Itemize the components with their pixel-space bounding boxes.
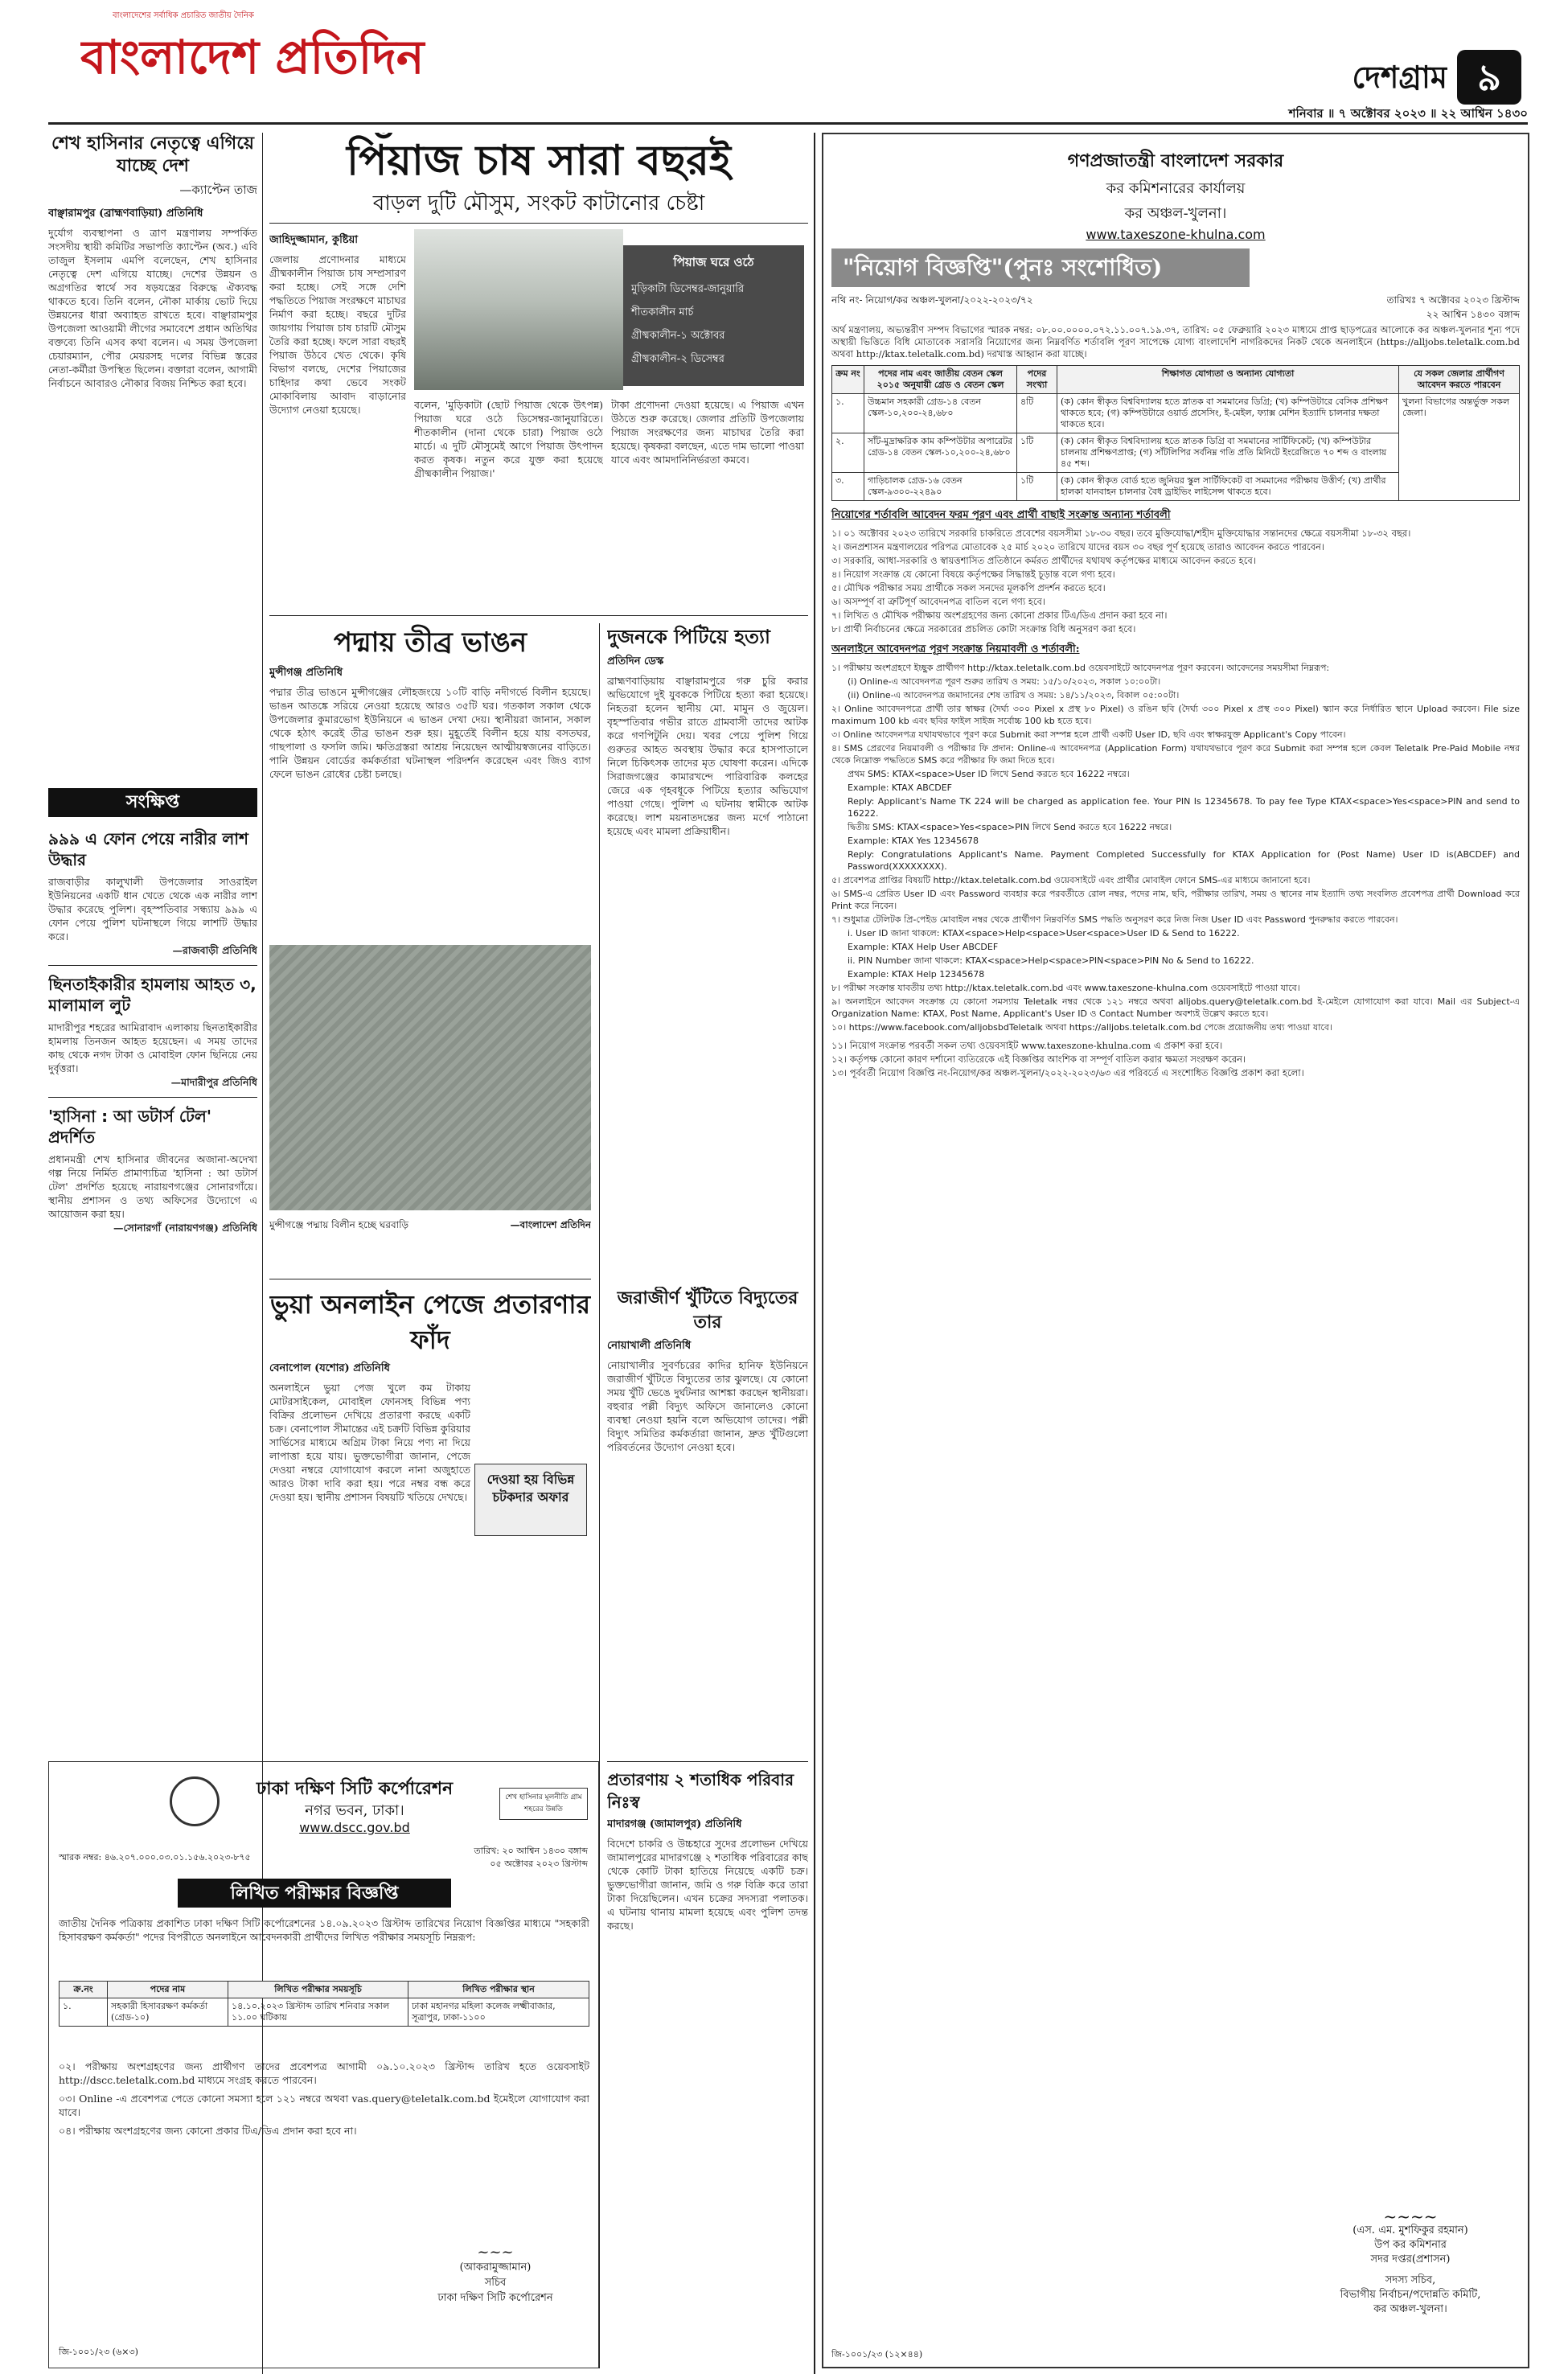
brief-item — [48, 974, 257, 1089]
table-row — [832, 394, 1520, 433]
story-wire — [607, 1287, 808, 1757]
condition-item: ৫। মৌখিক পরীক্ষার সময় প্রার্থীকে সকল সনদের মূলকপি প্রদর্শন করতে হবে। — [831, 582, 1106, 594]
logo-tagline: বাংলাদেশের সর্বাধিক প্রচারিত জাতীয় দৈনিক — [113, 11, 254, 20]
notice-intro: অর্থ মন্ত্রণালয়, অভ্যন্তরীণ সম্পদ বিভাগের স্মারক নম্বর: ০৮.০০.০০০০.০৭২.১১.০০৭.১৯.৩৭, তারিখ: ০৫ ফেব্রুয়ারি ২০২৩ মাধ্যমে প্রাপ্ত ছাড়পত্রের আলোকে কর অঞ্চল-খুলনার শূন্য পদে অস্থায়ী ভিত্তিতে বিধি মোতাবেক সরাসরি নিয়োগের জন্য নিম্নবর্ণিত শর্তাবলি পূরণ সাপেক্ষে যোগ্য বাংলাদেশি নাগরিকদের নিকট থেকে অনলাইনে (https://alljobs.teletalk.com.bd অথবা http://ktax.teletalk.com.bd) দরখাস্ত আহ্বান করা যাচ্ছে। — [831, 324, 1520, 359]
callout-box — [474, 1464, 587, 1536]
brief-body: মাদারীপুর শহরের আমিরাবাদ এলাকায় ছিনতাইকারীর হামলায় তিনজন আহত হয়েছেন। এ সময় তাদের কাছ থেকে নগদ টাকা ও মোবাইল ফোন ছিনিয়ে নেয় দুর্বৃত্তরা। — [48, 1021, 257, 1074]
memo-number: নথি নং- নিয়োগ/কর অঞ্চল-খুলনা/২০২২-২০২৩/৭২ — [831, 294, 1033, 306]
table-row — [60, 1998, 589, 2027]
byline: মাদারগঞ্জ (জামালপুর) প্রতিনিধি — [607, 1818, 742, 1830]
note-item: ১৩। পূর্ববর্তী নিয়োগ বিজ্ঞপ্তি নং-নিয়োগ/কর অঞ্চল-খুলনা/২০২২-২০২৩/৬৩ এর পরিবর্তে এ সংশোধিত বিজ্ঞপ্তি প্রকাশ করা হলো। — [831, 1067, 1304, 1078]
section-name: দেশগ্রাম — [1352, 60, 1447, 95]
signature-block — [403, 2245, 588, 2306]
signer-office: সদর দপ্তর(প্রশাসন) — [1370, 2253, 1451, 2265]
note-item: ১১। নিয়োগ সংক্রান্ত পরবর্তী সকল তথ্য ওয়েবসাইট www.taxeszone-khulna.com এ প্রকাশ করা হবে। — [831, 1040, 1223, 1051]
brief-credit: —মাদারীপুর প্রতিনিধি — [170, 1076, 257, 1088]
brief-headline: ৯৯৯ এ ফোন পেয়ে নারীর লাশ উদ্ধার — [48, 829, 248, 869]
quote-credit: —ক্যাপ্টেন তাজ — [179, 183, 257, 197]
byline: প্রতিদিন ডেস্ক — [607, 655, 664, 667]
table-header: লিখিত পরীক্ষার স্থান — [408, 1982, 589, 1998]
notice-title: লিখিত পরীক্ষার বিজ্ঞপ্তি — [230, 1883, 399, 1904]
byline: জাহিদুজ্জামান, কুষ্টিয়া — [269, 234, 359, 246]
headline: প্রতারণায় ২ শতাধিক পরিবার নিঃস্ব — [607, 1770, 794, 1812]
brief-item — [48, 828, 257, 957]
table-cell: গাড়িচালক গ্রেড-১৬ বেতন স্কেল-৯৩০০-২২৪৯০ — [864, 473, 1017, 501]
condition-item: ১। ০১ অক্টোবর ২০২৩ তারিখে সরকারি চাকরিতে প্রবেশের বয়সসীমা ১৮-৩০ বছর। তবে মুক্তিযোদ্ধা/শহীদ মুক্তিযোদ্ধার সন্তানদের ক্ষেত্রে বয়সসীমা ১৮-৩২ বছর। — [831, 528, 1411, 539]
table-header: যে সকল জেলার প্রার্থীগণ আবেদন করতে পারবেন — [1399, 366, 1520, 394]
table-cell: খুলনা বিভাগের অন্তর্ভুক্ত সকল জেলা। — [1399, 394, 1520, 501]
online-item: Example: KTAX Yes 12345678 — [848, 836, 979, 846]
brief-headline: 'হাসিনা : আ ডটার্স টেল' প্রদর্শিত — [48, 1107, 211, 1147]
ad-code: জি-১০০১/২৩ (৬×৩) — [59, 2347, 138, 2357]
org-address: নগর ভবন, ঢাকা। — [305, 1802, 404, 1819]
online-item: ii. PIN Number জানা থাকলে: KTAX<space>Help<space>PIN<space>PIN No & Send to 16222. — [848, 955, 1254, 966]
date-bn: ২২ আশ্বিন ১৪৩০ বঙ্গাব্দ — [1426, 309, 1520, 320]
brief-item — [48, 1106, 257, 1234]
signer-name: (এস. এম. মুশফিকুর রহমান) — [1353, 2224, 1468, 2236]
headline: জরাজীর্ণ খুঁটিতে বিদ্যুতের তার — [617, 1288, 798, 1333]
office-name: কর কমিশনারের কার্যালয় — [1106, 180, 1246, 197]
onion-field-photo — [414, 229, 623, 390]
online-item: (ii) Online-এ আবেদনপত্র জমাদানের শেষ তারিখ ও সময়: ১৪/১১/২০২৩, বিকাল ০৫:০০টা। — [848, 690, 1180, 700]
headline: পদ্মায় তীব্র ভাঙন — [333, 626, 527, 659]
table-header: শিক্ষাগত যোগ্যতা ও অন্যান্য যোগ্যতা — [1057, 366, 1399, 394]
story-divider — [269, 615, 808, 616]
brief-headline: ছিনতাইকারীর হামলায় আহত ৩, মালামাল লুট — [48, 975, 257, 1015]
article-body: টাকা প্রণোদনা দেওয়া হয়েছে। এ পিয়াজ এখন উঠতে শুরু করেছে। জেলার প্রতিটি উপজেলায় পিয়াজ সংরক্ষণের জন্য মাচাঘর তৈরি করা হয়েছে। কৃষকরা বলছেন, এতে দাম ভালো পাওয়া যাবে এবং আমদানিনির্ভরতা কমবে। — [611, 399, 804, 466]
info-line: শীতকালীন মার্চ — [631, 306, 694, 318]
online-item: ৮। পরীক্ষা সংক্রান্ত যাবতীয় তথ্য http://ktax.teletalk.com.bd এবং www.taxeszone-khulna.com ওয়েবসাইটে পাওয়া যাবে। — [831, 983, 1300, 993]
table-header: পদের সংখ্যা — [1017, 366, 1057, 394]
section-title: অনলাইনে আবেদনপত্র পূরণ সংক্রান্ত নিয়মাবলী ও শর্তাবলী: — [831, 643, 1080, 655]
memo-number: স্মারক নম্বর: ৪৬.২০৭.০০০.০৩.০১.১৫৬.২০২৩-৮৭৫ — [59, 1852, 251, 1863]
article-body: দুর্যোগ ব্যবস্থাপনা ও ত্রাণ মন্ত্রণালয় সম্পর্কিত সংসদীয় স্থায়ী কমিটির সভাপতি ক্যাপ্টেন (অব.) এবি তাজুল ইসলাম এমপি বলেছেন, শেখ হাসিনার নেতৃত্বে দেশ এগিয়ে যাচ্ছে। দেশের উন্নয়ন ও অগ্রগতির স্বার্থে সব ষড়যন্ত্রের বিরুদ্ধে ঐক্যবদ্ধ থাকতে হবে। তিনি বলেন, নৌকা মার্কায় ভোট দিয়ে উন্নয়নের ধারা অব্যাহত রাখতে হবে। বাঞ্ছারামপুর উপজেলা আওয়ামী লীগের সমাবেশে প্রধান অতিথির বক্তব্যে তিনি এসব কথা বলেন। এ সময় উপজেলা চেয়ারম্যান, পৌর মেয়রসহ দলের বিভিন্ন স্তরের নেতা-কর্মীরা উপস্থিত ছিলেন। বক্তারা বলেন, আগামী নির্বাচনে আবারও নৌকার বিজয় নিশ্চিত করা হবে। — [48, 227, 257, 389]
online-item: Example: KTAX Help 12345678 — [848, 969, 985, 980]
signature-mark: ~~~~ — [1383, 2209, 1438, 2226]
zone-name: কর অঞ্চল-খুলনা। — [1124, 205, 1227, 222]
notice-intro: জাতীয় দৈনিক পত্রিকায় প্রকাশিত ঢাকা দক্ষিণ সিটি কর্পোরেশনের ১৪.০৯.২০২৩ খ্রিস্টাব্দ তারিখের নিয়োগ বিজ্ঞপ্তির মাধ্যমে "সহকারী হিসাবরক্ষণ কর্মকর্তা" পদের বিপরীতে অনলাইনে আবেদনকারী প্রার্থীদের লিখিত পরীক্ষার সময়সূচি নিম্নরূপ: — [59, 1917, 589, 1943]
exam-schedule-table — [59, 1981, 589, 2027]
brief-divider — [48, 1097, 257, 1098]
note-item: ১২। কর্তৃপক্ষ কোনো কারণ দর্শানো ব্যতিরেকে এই বিজ্ঞপ্তির আংশিক বা সম্পূর্ণ বাতিল করার ক্ষমতা সংরক্ষণ করেন। — [831, 1054, 1246, 1065]
table-cell: (ক) কোন স্বীকৃত বোর্ড হতে জুনিয়র স্কুল সার্টিফিকেট বা সমমানের পরীক্ষায় উত্তীর্ণ; (খ) প্রার্থীর হালকা যানবাহন চালনার বৈধ ড্রাইভিং লাইসেন্স থাকতে হবে। — [1057, 473, 1399, 501]
online-item: Example: KTAX ABCDEF — [848, 782, 953, 793]
byline: বাঞ্ছারামপুর (ব্রাহ্মণবাড়িয়া) প্রতিনিধি — [48, 207, 203, 220]
table-cell: ৩. — [832, 473, 864, 501]
column-divider — [814, 133, 815, 2374]
signature-mark: ~~~ — [477, 2245, 514, 2261]
onion-col-1 — [269, 229, 406, 607]
story-divider — [607, 1761, 808, 1762]
onion-col-3 — [611, 398, 804, 607]
story-fraud — [269, 1287, 591, 1757]
signer-title: সচিব — [484, 2277, 507, 2289]
story-family — [607, 1761, 808, 2364]
online-item: i. User ID জানা থাকলে: KTAX<space>Help<space>User<space>User ID & Send to 16222. — [848, 928, 1240, 939]
article-body: ব্রাহ্মণবাড়িয়ায় বাঞ্ছারামপুরে গরু চুরি করার অভিযোগে দুই যুবককে পিটিয়ে হত্যা করা হয়েছে। নিহতরা হলেন স্থানীয় মো. মামুন ও জুয়েল। বৃহস্পতিবার গভীর রাতে গ্রামবাসী তাদের আটক করে গণপিটুনি দেয়। খবর পেয়ে পুলিশ গিয়ে গুরুতর আহত অবস্থায় উদ্ধার করে হাসপাতালে নিলে চিকিৎসক তাদের মৃত ঘোষণা করেন। এদিকে সিরাজগঞ্জের কামারখন্দে পারিবারিক কলহের জেরে এক গৃহবধূকে পিটিয়ে হত্যার অভিযোগ পাওয়া গেছে। পুলিশ এ ঘটনায় স্বামীকে আটক করেছে। লাশ ময়নাতদন্তের জন্য মর্গে পাঠানো হয়েছে এবং মামলা প্রক্রিয়াধীন। — [607, 675, 808, 837]
online-item: প্রথম SMS: KTAX<space>User ID লিখে Send করতে হবে 16222 নম্বরে। — [848, 769, 1130, 779]
onion-info-box — [623, 245, 804, 386]
member-line: সদস্য সচিব, — [1385, 2274, 1436, 2286]
slogan-box — [499, 1788, 588, 1820]
table-header: পদের নাম — [108, 1982, 228, 1998]
date-bn: তারিখ: ২০ আশ্বিন ১৪৩০ বঙ্গাব্দ — [474, 1846, 588, 1856]
article-body: পদ্মার তীব্র ভাঙনে মুন্সীগঞ্জের লৌহজংয়ে ১০টি বাড়ি নদীগর্ভে বিলীন হয়েছে। ভাঙন আতঙ্কে সরিয়ে নেওয়া হয়েছে আরও ৩৫টি ঘর। গতকাল সকাল থেকে উপজেলার কুমারভোগ ইউনিয়নে এ ভাঙন দেখা দেয়। স্থানীয়রা জানান, সকাল থেকে হঠাৎ করেই তীব্র ভাঙন শুরু হয়। মুহূর্তেই বিলীন হয়ে যায় বসতঘর, গাছপালা ও ফসলি জমি। ক্ষতিগ্রস্তরা আশ্রয় নিয়েছেন আত্মীয়স্বজনের বাড়িতে। পানি উন্নয়ন বোর্ডের কর্মকর্তারা ঘটনাস্থল পরিদর্শন করেছেন এবং জিও ব্যাগ ফেলে ভাঙন রোধের চেষ্টা চলছে। — [269, 686, 591, 780]
page-number-badge — [1457, 50, 1521, 105]
table-cell: ঢাকা মহানগর মহিলা কলেজ লক্ষ্মীবাজার, সূত্রাপুর, ঢাকা-১১০০ — [408, 1998, 589, 2027]
info-line: গ্রীষ্মকালীন-১ অক্টোবর — [631, 330, 725, 342]
table-cell: ২. — [832, 433, 864, 473]
dscc-seal — [170, 1776, 220, 1826]
online-item: Reply: Applicant's Name TK 224 will be charged as application fee. Your PIN Is 12345678. To pay fee Type KTAX<space>Yes<space>PIN and send to 16222. — [848, 796, 1520, 819]
ad-code: জি-১০০১/২৩ (১২×৪৪) — [831, 2349, 923, 2360]
online-item: ৭। শুধুমাত্র টেলিটক প্রি-পেইড মোবাইল নম্বর থেকে প্রার্থীগণ নিম্নবর্ণিত SMS পদ্ধতি অনুসরণ করে নিজ নিজ User ID এবং Password পুনরুদ্ধার করতে পারবেন। — [831, 914, 1398, 925]
brief-credit: —রাজবাড়ী প্রতিনিধি — [172, 944, 257, 956]
table-cell: ১টি — [1017, 473, 1057, 501]
subhead: বাড়ল দুটি মৌসুম, সংকট কাটানোর চেষ্টা — [372, 191, 705, 216]
online-item: (i) Online-এ আবেদনপত্র পূরণ শুরুর তারিখ ও সময়: ১৫/১০/২০২৩, সকাল ১০:০০টা। — [848, 676, 1161, 687]
caption-text: মুন্সীগঞ্জে পদ্মায় বিলীন হচ্ছে ঘরবাড়ি — [269, 1219, 409, 1230]
tax-website[interactable]: www.taxeszone-khulna.com — [1086, 227, 1266, 242]
notice-title-bar — [178, 1879, 451, 1908]
headline: শেখ হাসিনার নেতৃত্বে এগিয়ে যাচ্ছে দেশ — [51, 133, 255, 176]
article-body: বিদেশে চাকরি ও উচ্চহারে সুদের প্রলোভন দেখিয়ে জামালপুরের মাদারগঞ্জে ২ শতাধিক পরিবারের কাছ থেকে কোটি টাকা হাতিয়ে নিয়েছে একটি চক্র। ভুক্তভোগীরা জানান, জমি ও গরু বিক্রি করে তারা টাকা দিয়েছিলেন। এখন চক্রের সদস্যরা পলাতক। এ ঘটনায় থানায় মামলা হয়েছে এবং পুলিশ তদন্ত করছে। — [607, 1838, 808, 1932]
condition-item: ২। জনপ্রশাসন মন্ত্রণালয়ের পরিপত্র মোতাবেক ২৫ মার্চ ২০২০ তারিখে যাদের বয়স ৩০ বছর পূর্ণ হয়েছে তারাও আবেদন করতে পারবেন। — [831, 541, 1324, 552]
story-hasina — [48, 133, 257, 780]
signer-org: ঢাকা দক্ষিণ সিটি কর্পোরেশন — [437, 2292, 553, 2304]
note-item: ০২। পরীক্ষায় অংশগ্রহণের জন্য প্রার্থীগণ তাদের প্রবেশপত্র আগামী ০৯.১০.২০২৩ খ্রিস্টাব্দ তারিখ হতে ওয়েবসাইট http://dscc.teletalk.com.bd মাধ্যমে সংগ্রহ করতে পারবেন। — [59, 2060, 589, 2086]
member-zone: কর অঞ্চল-খুলনা। — [1373, 2303, 1447, 2315]
signer-name: (আকরামুজ্জামান) — [459, 2261, 532, 2273]
table-cell: ১টি — [1017, 433, 1057, 473]
table-cell: ১. — [60, 1998, 108, 2027]
table-header-row — [832, 366, 1520, 394]
table-header: ক্র.নং — [60, 1982, 108, 1998]
onion-col-2 — [414, 398, 603, 607]
article-body: বলেন, 'মুড়িকাটা (ছোট পিয়াজ থেকে উৎপন্ন) পিয়াজ ঘরে ওঠে ডিসেম্বর-জানুয়ারিতে। শীতকালীন (দানা থেকে চারা) পিয়াজ ওঠে মার্চে। এ দুটি মৌসুমেই আগে পিয়াজ উৎপাদন করত কৃষক। নতুন করে যুক্ত করা হয়েছে গ্রীষ্মকালীন পিয়াজ।' — [414, 399, 603, 479]
online-section — [831, 642, 1520, 1033]
briefs-label-bar — [48, 788, 257, 817]
condition-item: ৬। অসম্পূর্ণ বা ত্রুটিপূর্ণ আবেদনপত্র বাতিল বলে গণ্য হবে। — [831, 596, 1045, 607]
vacancy-table — [831, 365, 1520, 501]
table-cell: ১. — [832, 394, 864, 433]
byline: বেনাপোল (যশোর) প্রতিনিধি — [269, 1362, 390, 1374]
online-item: ৯। অনলাইনে আবেদন সংক্রান্ত যে কোনো সমস্যায় Teletalk নম্বর থেকে ১২১ নম্বরে অথবা alljobs.query@teletalk.com.bd ই-মেইলে যোগাযোগ করা যাবে। Mail এর Subject-এ Organization Name: KTAX, Post Name, Applicant's User ID ও Contact Number অবশ্যই উল্লেখ করতে হবে। — [831, 996, 1520, 1019]
dscc-exam-notice — [48, 1761, 599, 2368]
table-cell: (ক) কোন স্বীকৃত বিশ্ববিদ্যালয় হতে স্নাতক ডিগ্রি বা সমমানের সার্টিফিকেট; (খ) কম্পিউটার চালনায় প্রশিক্ষণপ্রাপ্ত; (গ) সাঁটলিপির সর্বনিম্ন গতি প্রতি মিনিটে ইংরেজিতে ৭০ শব্দ ও বাংলায় ৪৫ শব্দ। — [1057, 433, 1399, 473]
org-name: ঢাকা দক্ষিণ সিটি কর্পোরেশন — [256, 1779, 454, 1799]
caption-credit: —বাংলাদেশ প্রতিদিন — [510, 1219, 591, 1230]
photo-caption — [269, 1218, 591, 1234]
brief-body: রাজবাড়ীর কালুখালী উপজেলার সাওরাইল ইউনিয়নের একটি ধান খেতে থেকে এক নারীর লাশ উদ্ধার করেছে পুলিশ। বৃহস্পতিবার সন্ধ্যায় ৯৯৯ এ ফোন পেয়ে পুলিশ ঘটনাস্থলে গিয়ে লাশটি উদ্ধার করে। — [48, 876, 257, 943]
online-item: Example: KTAX Help User ABCDEF — [848, 942, 999, 952]
masthead — [0, 0, 1568, 125]
table-cell: উচ্চমান সহকারী গ্রেড-১৪ বেতন স্কেল-১০,২০০-২৪,৬৮০ — [864, 394, 1017, 433]
table-header-row — [60, 1982, 589, 1998]
table-cell: সাঁট-মুদ্রাক্ষরিক কাম কম্পিউটার অপারেটর গ্রেড-১৪ বেতন স্কেল-১০,২০০-২৪,৬৮০ — [864, 433, 1017, 473]
member-org: বিভাগীয় নির্বাচন/পদোন্নতি কমিটি, — [1340, 2289, 1481, 2301]
notice-title-bar — [831, 248, 1250, 287]
note-item: ০৪। পরীক্ষায় অংশগ্রহণের জন্য কোনো প্রকার টিএ/ডিএ প্রদান করা হবে না। — [59, 2125, 357, 2137]
online-item: ১০। https://www.facebook.com/alljobsbdTeletalk অথবা https://alljobs.teletalk.com.bd পেজে প্রয়োজনীয় তথ্য পাওয়া যাবে। — [831, 1022, 1332, 1033]
online-item: ৫। প্রবেশপত্র প্রাপ্তির বিষয়টি http://ktax.teletalk.com.bd ওয়েবসাইটে এবং প্রার্থীর মোবাইল ফোনে SMS-এর মাধ্যমে জানানো হবে। — [831, 875, 1311, 885]
column-divider — [599, 623, 600, 2368]
org-website[interactable]: www.dscc.gov.bd — [299, 1820, 410, 1835]
table-header: লিখিত পরীক্ষার সময়সূচি — [228, 1982, 408, 1998]
table-cell: (ক) কোন স্বীকৃত বিশ্ববিদ্যালয় হতে স্নাতক বা সমমানের ডিগ্রি; (খ) কম্পিউটারে বেসিক প্রশিক্ষণ থাকতে হবে; (গ) কম্পিউটারে ওয়ার্ড প্রসেসিং, ই-মেইল, ফ্যাক্স মেশিন ইত্যাদি চালনার দক্ষতা থাকতে হবে। — [1057, 394, 1399, 433]
brief-credit: —সোনারগাঁ (নারায়ণগঞ্জ) প্রতিনিধি — [113, 1222, 257, 1234]
issue-date: শনিবার ॥ ৭ অক্টোবর ২০২৩ ॥ ২২ আশ্বিন ১৪৩০ — [1288, 106, 1528, 121]
table-header: পদের নাম এবং জাতীয় বেতন স্কেল ২০১৫ অনুযায়ী গ্রেড ও বেতন স্কেল — [864, 366, 1017, 394]
newspaper-logo: বাংলাদেশ প্রতিদিন — [80, 30, 425, 84]
article-body: অনলাইনে ভুয়া পেজ খুলে কম টাকায় মোটরসাইকেল, মোবাইল ফোনসহ বিভিন্ন পণ্য বিক্রির প্রলোভন দেখিয়ে প্রতারণা করছে একটি চক্র। বেনাপোল সীমান্তের এই চক্রটি বিভিন্ন কুরিয়ার সার্ভিসের মাধ্যমে অগ্রিম টাকা নিয়ে পণ্য না দিয়ে লাপাত্তা হয়ে যায়। ভুক্তভোগীরা জানান, পেজে দেওয়া নম্বরে যোগাযোগ করলে নানা অজুহাতে আরও টাকা দাবি করা হয়। পরে নম্বর বন্ধ করে দেওয়া হয়। স্থানীয় প্রশাসন বিষয়টি খতিয়ে দেখছে। — [269, 1382, 470, 1503]
online-item: ২। Online আবেদনপত্রে প্রার্থী তার স্বাক্ষর (দৈর্ঘ্য ৩০০ Pixel x প্রস্থ ৮০ Pixel) ও রঙিন ছবি (দৈর্ঘ্য ৩০০ Pixel x প্রস্থ ৩০০ Pixel) স্ক্যান করে নির্ধারিত স্থানে Upload করবেন। File size maximum 100 kb এবং ছবির ফাইল সাইজ সর্বোচ্চ 100 kb হতে হবে। — [831, 704, 1520, 726]
riverbank-erosion-photo — [269, 945, 591, 1210]
article-body: জেলায় প্রণোদনার মাধ্যমে গ্রীষ্মকালীন পিয়াজ চাষ সম্প্রসারণ করা হচ্ছে। সেই সঙ্গে দেশি পদ্ধতিতে পিয়াজ সংরক্ষণে মাচাঘর নির্মাণ করা হচ্ছে। বছরে দুটির জায়গায় পিয়াজ চাষ চারটি মৌসুম তৈরি করা হচ্ছে। ফলে সারা বছরই পিয়াজ উঠবে খেত থেকে। কৃষি বিভাগ বলছে, দেশের পিয়াজের চাহিদার কথা ভেবে সংকট মোকাবিলায় আবাদ বাড়ানোর উদ্যোগ নেওয়া হয়েছে। — [269, 253, 406, 416]
brief-body: প্রধানমন্ত্রী শেখ হাসিনার জীবনের অজানা-অদেখা গল্প নিয়ে নির্মিত প্রামাণ্যচিত্র 'হাসিনা : আ ডটার্স টেল' প্রদর্শিত হয়েছে নারায়ণগঞ্জের সোনারগাঁয়ে। স্থানীয় প্রশাসন ও তথ্য অফিসের উদ্যোগে এ আয়োজন করা হয়। — [48, 1153, 257, 1220]
story-onion — [269, 133, 808, 611]
signature-block — [1306, 2209, 1515, 2317]
briefs-section — [48, 788, 257, 1826]
table-header: ক্রম নং — [832, 366, 864, 394]
byline: মুন্সীগঞ্জ প্রতিনিধি — [269, 667, 343, 679]
online-item: ৪। SMS প্রেরণের নিয়মাবলী ও পরীক্ষার ফি প্রদান: Online-এ আবেদনপত্র (Application Form) যথাযথভাবে পূরণ করে Submit করা সম্পন্ন হলে কেবল Teletalk Pre-Paid Mobile নম্বর থেকে নিম্নোক্ত পদ্ধতিতে SMS করে পরীক্ষার ফি জমা দিতে হবে। — [831, 743, 1520, 766]
story-murder — [607, 623, 808, 1275]
table-cell: ১৪.১০.২০২৩ খ্রিস্টাব্দ তারিখ শনিবার সকাল ১১.০০ ঘটিকায় — [228, 1998, 408, 2027]
memo-row — [831, 294, 1520, 324]
online-item: Reply: Congratulations Applicant's Name. Payment Completed Successfully for KTAX Application for (Post Name) User ID is(ABCDEF) and Password(XXXXXXXX). — [848, 849, 1520, 872]
gov-name: গণপ্রজাতন্ত্রী বাংলাদেশ সরকার — [1067, 151, 1284, 171]
condition-item: ৭। লিখিত ও মৌখিক পরীক্ষায় অংশগ্রহণের জন্য কোনো প্রকার টিএ/ডিএ প্রদান করা হবে না। — [831, 610, 1168, 621]
brief-divider — [48, 965, 257, 966]
info-line: গ্রীষ্মকালীন-২ ডিসেম্বর — [631, 353, 724, 365]
signer-title: উপ কর কমিশনার — [1374, 2239, 1447, 2251]
table-cell: সহকারী হিসাবরক্ষণ কর্মকর্তা (গ্রেড-১০) — [108, 1998, 228, 2027]
table-cell: ৪টি — [1017, 394, 1057, 433]
page-number: ৯ — [1477, 55, 1501, 99]
callout-text: দেওয়া হয় বিভিন্ন চটকদার অফার — [486, 1472, 575, 1505]
date-en: তারিখঃ ৭ অক্টোবর ২০২৩ খ্রিস্টাব্দ — [1386, 294, 1520, 306]
date-en: ০৫ অক্টোবর ২০২৩ খ্রিস্টাব্দ — [490, 1859, 588, 1869]
condition-item: ৩। সরকারি, আধা-সরকারি ও স্বায়ত্তশাসিত প্রতিষ্ঠানে কর্মরত প্রার্থীদের যথাযথ কর্তৃপক্ষের মাধ্যমে আবেদন করতে হবে। — [831, 555, 1256, 566]
tax-recruitment-notice — [822, 133, 1529, 2368]
byline: নোয়াখালী প্রতিনিধি — [607, 1340, 692, 1352]
headline: ভুয়া অনলাইন পেজে প্রতারণার ফাঁদ — [269, 1289, 591, 1355]
online-item: ৩। Online আবেদনপত্র যথাযথভাবে পূরণ করে Submit করা সম্পন্ন হলে প্রার্থী একটি User ID, ছবি এবং স্বাক্ষরযুক্ত Applicant's Copy পাবেন। — [831, 729, 1346, 740]
conditions-section — [831, 507, 1520, 635]
online-item: দ্বিতীয় SMS: KTAX<space>Yes<space>PIN লিখে Send করতে হবে 16222 নম্বরে। — [848, 822, 1172, 832]
story-padma — [269, 623, 591, 1275]
final-notes — [831, 1040, 1520, 1079]
condition-item: ৮। প্রার্থী নির্বাচনের ক্ষেত্রে সরকারের প্রচলিত কোটা সংক্রান্ত বিধি অনুসরণ করা হবে। — [831, 623, 1136, 635]
briefs-label: সংক্ষিপ্ত — [125, 792, 180, 812]
headline-rule — [269, 223, 808, 224]
slogan-text: শেখ হাসিনার মূলনীতি গ্রাম শহরের উন্নতি — [505, 1793, 582, 1813]
article-body: নোয়াখালীর সুবর্ণচরের কাদির হানিফ ইউনিয়নে জরাজীর্ণ খুঁটিতে বিদ্যুতের তার ঝুলছে। যে কোনো সময় খুঁটি ভেঙে দুর্ঘটনার আশঙ্কা করছেন স্থানীয়রা। বহুবার পল্লী বিদ্যুৎ অফিসে জানালেও কোনো ব্যবস্থা নেওয়া হয়নি বলে অভিযোগ তাদের। পল্লী বিদ্যুৎ সমিতির কর্মকর্তারা জানান, দ্রুত খুঁটিগুলো পরিবর্তনের উদ্যোগ নেওয়া হবে। — [607, 1359, 808, 1453]
info-line: পিয়াজ ঘরে ওঠে — [673, 255, 754, 269]
headline: পিঁয়াজ চাষ সারা বছরই — [347, 137, 731, 185]
note-item: ০৩। Online -এ প্রবেশপত্র পেতে কোনো সমস্যা হলে ১২১ নম্বরে অথবা vas.query@teletalk.com.bd ইমেইলে যোগাযোগ করা যাবে। — [59, 2093, 589, 2118]
online-item: ১। পরীক্ষায় অংশগ্রহণে ইচ্ছুক প্রার্থীগণ http://ktax.teletalk.com.bd ওয়েবসাইটে আবেদনপত্র পূরণ করবেন। আবেদনের সময়সীমা নিম্নরূপ: — [831, 663, 1330, 673]
info-line: মুড়িকাটা ডিসেম্বর-জানুয়ারি — [631, 283, 745, 295]
masthead-rule — [48, 122, 1528, 125]
online-item: ৬। SMS-এ প্রেরিত User ID এবং Password ব্যবহার করে পরবর্তীতে রোল নম্বর, পদের নাম, ছবি, পরীক্ষার তারিখ, সময় ও স্থানের নাম ইত্যাদি তথ্য সংবলিত প্রবেশপত্র প্রার্থী Download করে Print করে নিবেন। — [831, 889, 1520, 911]
headline: দুজনকে পিটিয়ে হত্যা — [607, 626, 770, 648]
notice-notes — [59, 2060, 589, 2138]
section-title: নিয়োগের শর্তাবলি আবেদন ফরম পূরণ এবং প্রার্থী বাছাই সংক্রান্ত অন্যান্য শর্তাবলী — [831, 509, 1171, 521]
notice-title: "নিয়োগ বিজ্ঞপ্তি"(পুনঃ সংশোধিত) — [843, 254, 1163, 281]
condition-item: ৪। নিয়োগ সংক্রান্ত যে কোনো বিষয়ে কর্তৃপক্ষের সিদ্ধান্তই চূড়ান্ত বলে গণ্য হবে। — [831, 569, 1115, 580]
